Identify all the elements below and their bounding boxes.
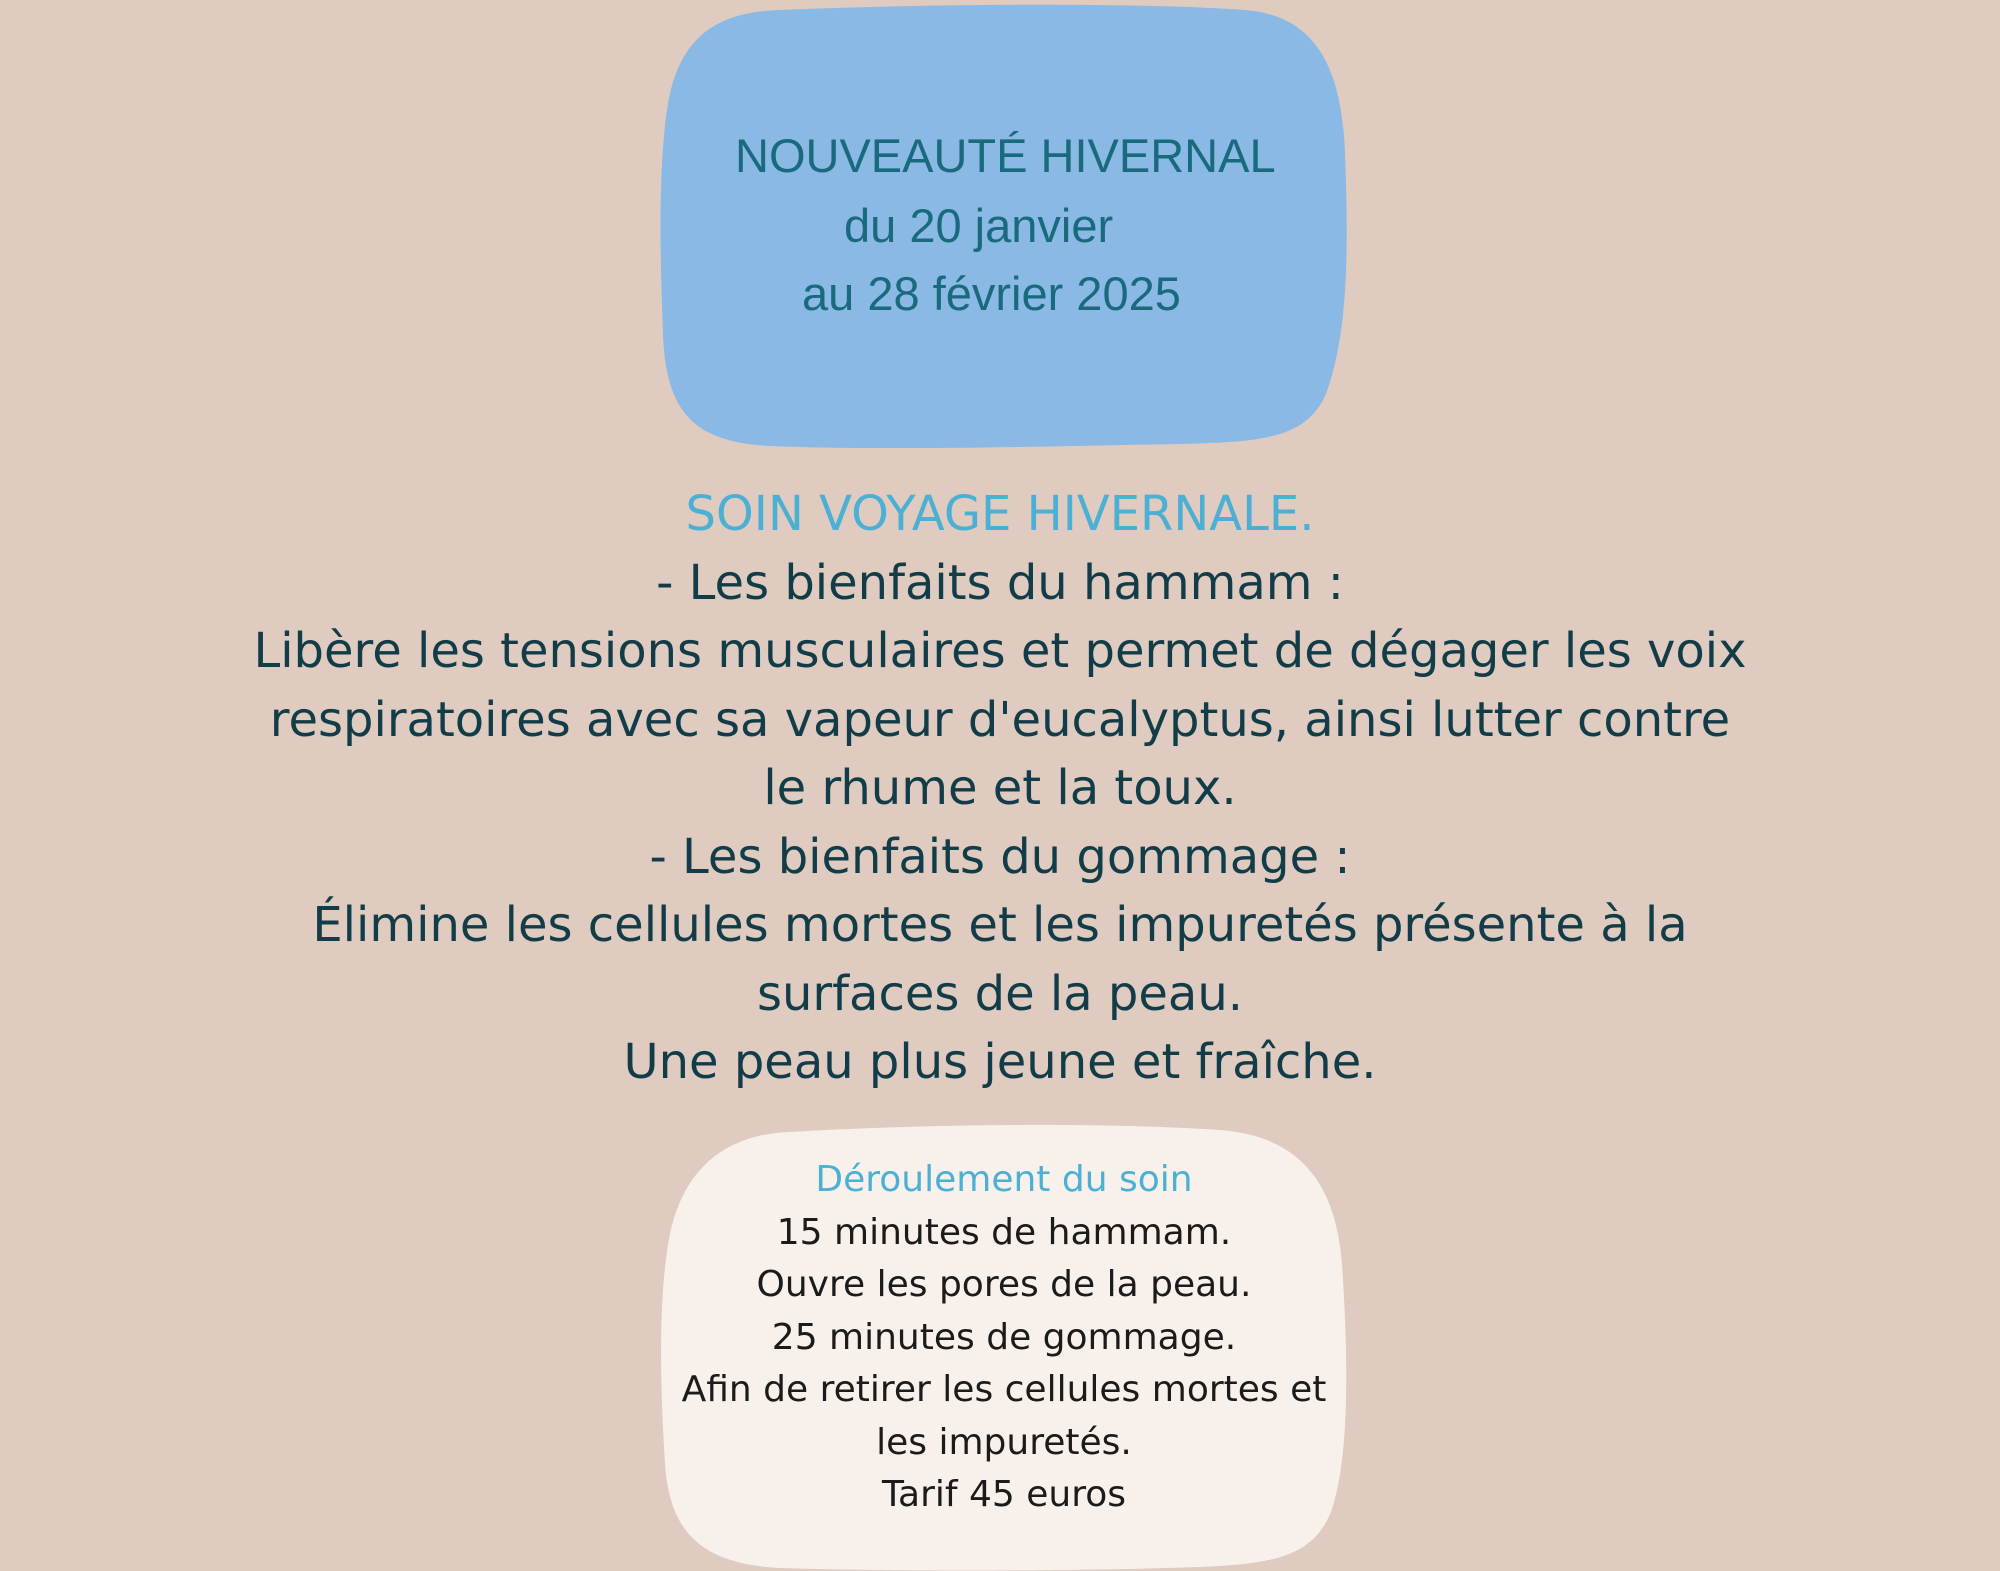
description-line: Libère les tensions musculaires et permet de dégager les voix <box>253 623 1747 679</box>
description-line: - Les bienfaits du hammam : <box>656 554 1344 611</box>
description-line: surfaces de la peau. <box>756 965 1244 1022</box>
description-line: Une peau plus jeune et fraîche. <box>623 1034 1377 1090</box>
treatment-description <box>200 480 1800 1097</box>
description-line: respiratoires avec sa vapeur d'eucalyptus, ainsi lutter contre <box>269 691 1731 748</box>
price-line: Tarif 45 euros <box>881 1474 1127 1515</box>
procedure-title: Déroulement du soin <box>815 1159 1193 1200</box>
procedure-line: les impuretés. <box>876 1421 1132 1463</box>
treatment-title: SOIN VOYAGE HIVERNALE. <box>685 486 1315 542</box>
promo-date-to: au 28 février 2025 <box>802 267 1181 320</box>
procedure-line: Afin de retirer les cellules mortes et <box>681 1369 1327 1410</box>
description-line: le rhume et la toux. <box>763 760 1237 816</box>
promo-badge <box>660 4 1348 448</box>
procedure-line: Ouvre les pores de la peau. <box>756 1264 1252 1305</box>
description-line: - Les bienfaits du gommage : <box>649 828 1351 885</box>
procedure-line: 15 minutes de hammam. <box>776 1211 1232 1253</box>
promo-date-from: du 20 janvier <box>844 199 1114 252</box>
description-line: Élimine les cellules mortes et les impuretés présente à la <box>312 897 1688 953</box>
promo-title: NOUVEAUTÉ HIVERNAL <box>735 129 1276 182</box>
procedure-line: 25 minutes de gommage. <box>771 1316 1237 1358</box>
procedure-card <box>660 1124 1348 1571</box>
